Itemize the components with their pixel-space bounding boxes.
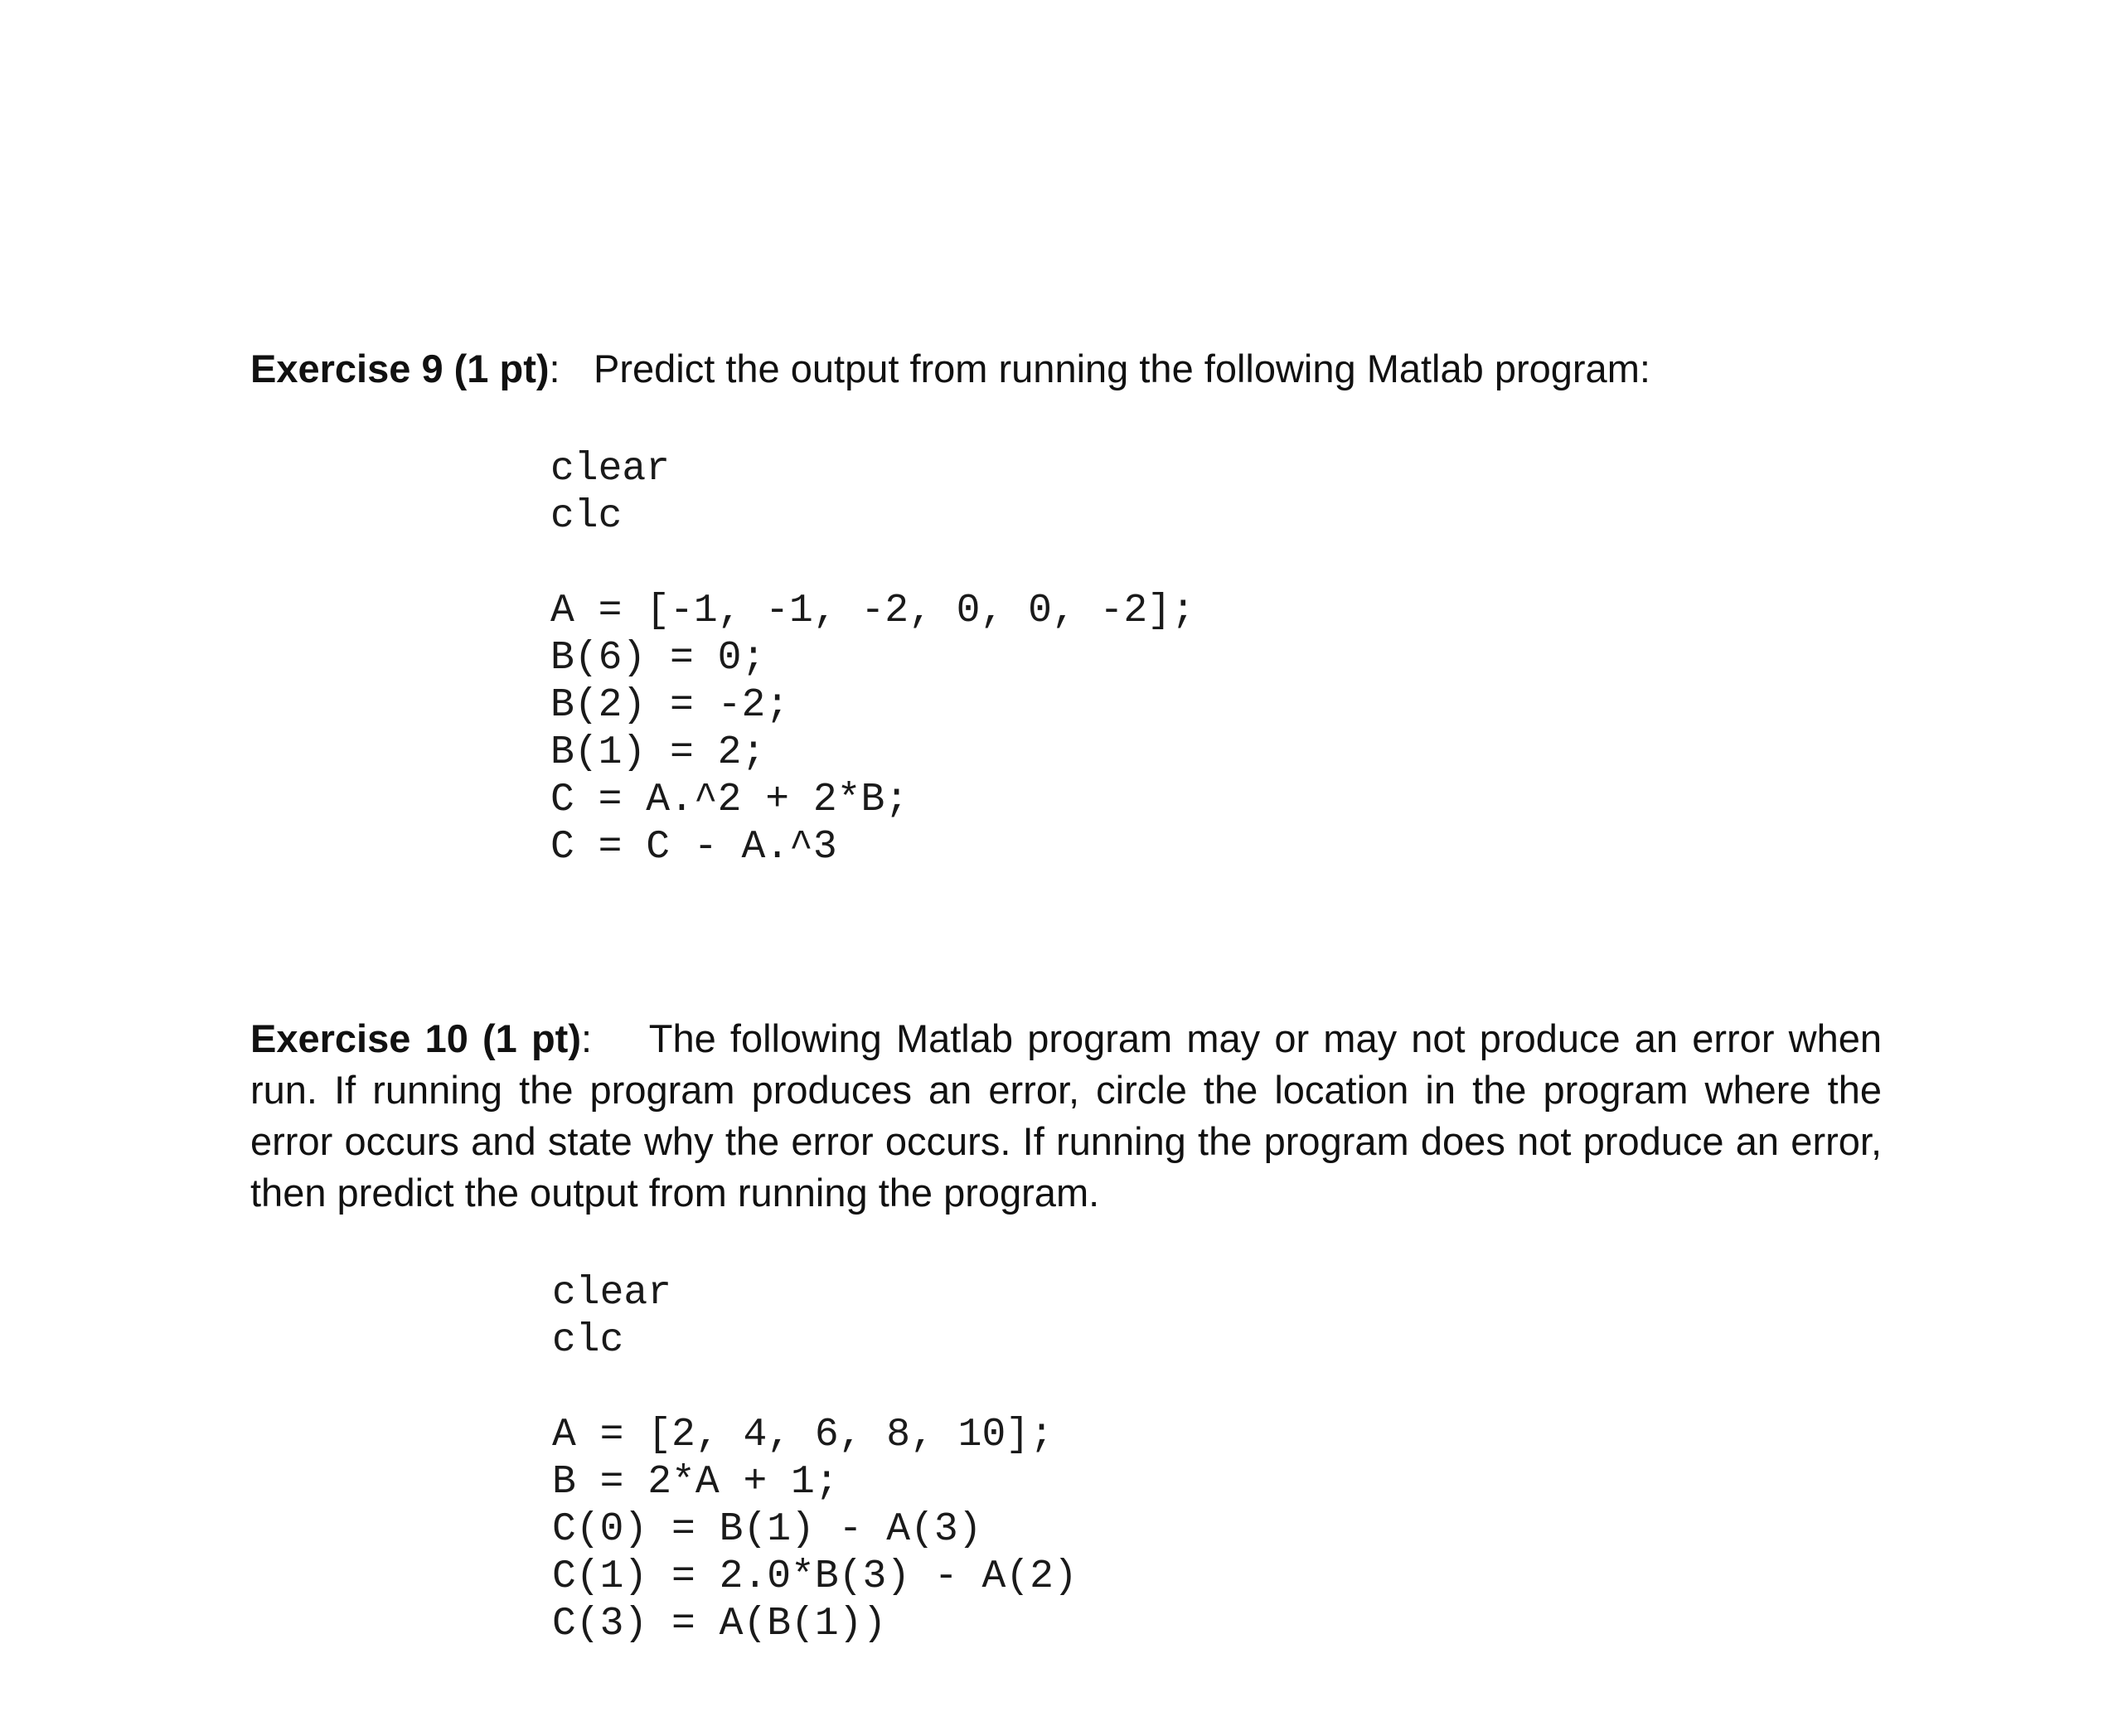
code-line: clear xyxy=(552,1271,672,1316)
code-line: B(6) = 0; xyxy=(550,636,766,681)
code-line: C(0) = B(1) - A(3) xyxy=(552,1507,982,1552)
code-line: C(1) = 2.0*B(3) - A(2) xyxy=(552,1554,1078,1599)
exercise-9-prompt: Predict the output from running the following Matlab program: xyxy=(594,347,1650,390)
code-line: C(3) = A(B(1)) xyxy=(552,1602,887,1646)
code-line: B(1) = 2; xyxy=(550,730,766,775)
code-line: C = C - A.^3 xyxy=(550,825,837,870)
exercise-9-label: Exercise 9 (1 pt) xyxy=(250,347,550,390)
code-blank-line xyxy=(550,541,1195,588)
code-line: A = [2, 4, 6, 8, 10]; xyxy=(552,1413,1054,1457)
code-line: B(2) = -2; xyxy=(550,683,790,728)
exercise-9-heading xyxy=(250,343,1650,395)
code-line: clc xyxy=(550,494,623,539)
code-line: A = [-1, -1, -2, 0, 0, -2]; xyxy=(550,589,1195,633)
exercise-10-colon: : xyxy=(581,1016,593,1060)
exercise-10-paragraph xyxy=(250,1013,1882,1219)
code-line: B = 2*A + 1; xyxy=(552,1460,839,1505)
exercise-10-label: Exercise 10 (1 pt) xyxy=(250,1016,581,1060)
code-blank-line xyxy=(552,1365,1078,1412)
exercise-10-prompt: The following Matlab program may or may not produce an error when run. If running the program produces an error, circle the location in the program where the error occurs and state why the error occurs. If running the program does not produce an error, then predict the output from running the program. xyxy=(250,1016,1883,1215)
exercise-10-code xyxy=(552,1270,1078,1648)
exercise-9-code xyxy=(550,446,1195,871)
exercise-9-colon: : xyxy=(549,347,560,390)
code-line: clear xyxy=(550,447,671,492)
code-line: clc xyxy=(552,1318,624,1363)
code-line: C = A.^2 + 2*B; xyxy=(550,778,909,822)
